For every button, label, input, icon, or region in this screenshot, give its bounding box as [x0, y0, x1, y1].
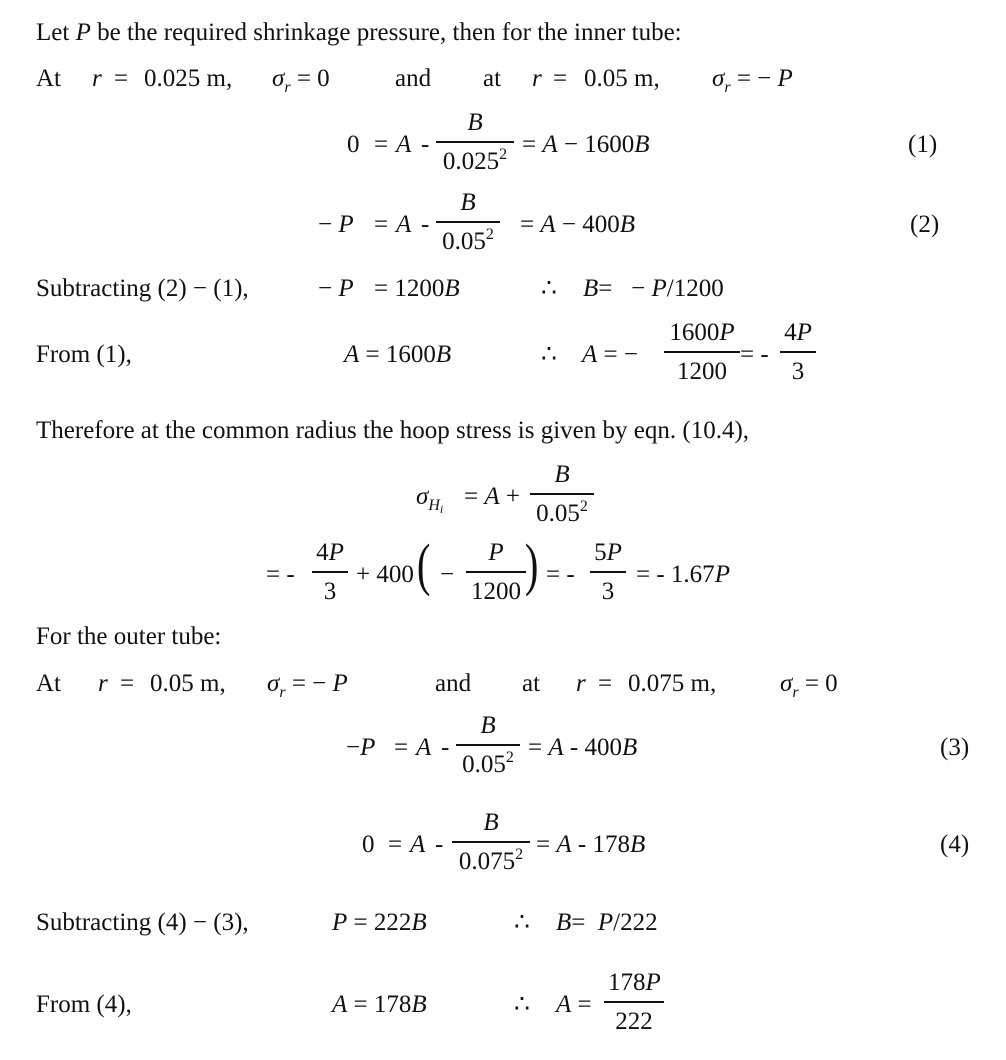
- intro-post: be the required shrinkage pressure, then for the inner tube:: [90, 19, 682, 46]
- eq-sign-2: =: [598, 670, 613, 697]
- from4-eq: A = 178B: [332, 991, 427, 1018]
- intro-pre: Let: [36, 19, 76, 46]
- hoop2-frac-3: 5P 3: [590, 540, 626, 604]
- eq4-rhs: = A - 178B: [536, 831, 646, 858]
- sub1-rhs: = 1200B: [374, 275, 460, 302]
- eq-sign-2: =: [553, 65, 568, 92]
- from1-fraction-2: 4P 3: [780, 320, 816, 384]
- sigma-r: $\sigma_r$ = − P: [267, 670, 348, 701]
- hoop-fraction: B 0.05$^2$: [530, 462, 594, 526]
- right-paren: ): [524, 532, 539, 597]
- sub2-label: Subtracting (4) − (3),: [36, 909, 249, 936]
- at-label: At: [36, 65, 61, 92]
- intro-text: [36, 20, 682, 45]
- hoop2-frac-2: P 1200: [466, 540, 526, 604]
- eq4-A: A: [410, 831, 426, 858]
- eq3-lhs: −P: [346, 734, 376, 761]
- eq4-label: (4): [940, 831, 970, 858]
- hoop-intro: Therefore at the common radius the hoop stress is given by eqn. (10.4),: [36, 417, 750, 444]
- and-label: and: [395, 65, 432, 92]
- sub1-result: B= − P/1200: [583, 275, 724, 302]
- eq1-fraction: B 0.025$^2$: [436, 110, 514, 174]
- and-label: and: [435, 670, 472, 697]
- intro-var: P: [75, 19, 91, 46]
- from1-fraction-1: 1600P 1200: [664, 320, 740, 384]
- at-label-2: at: [483, 65, 502, 92]
- from1-res-lhs: A = −: [582, 341, 638, 368]
- hoop2-result: = - 1.67P: [636, 561, 730, 588]
- eq2-label: (2): [910, 211, 940, 238]
- sub2-result: B= P/222: [556, 909, 658, 936]
- outer-intro: For the outer tube:: [36, 623, 222, 650]
- from1-label: From (1),: [36, 341, 132, 368]
- at-label-2: at: [522, 670, 541, 697]
- eq2-eq: =: [374, 211, 389, 238]
- r-value-2: 0.075 m,: [628, 670, 717, 697]
- therefore-symbol: ∴: [514, 991, 530, 1018]
- eq4-eq: =: [388, 831, 403, 858]
- r-var-2: r: [576, 670, 586, 697]
- sigma-r-2: $\sigma_r$ = − P: [712, 65, 793, 96]
- at-label: At: [36, 670, 61, 697]
- eq2-rhs: = A − 400B: [520, 211, 636, 238]
- from4-fraction: 178P 222: [604, 970, 664, 1034]
- sigma-hi: $\sigma_{H_i}$: [416, 483, 444, 516]
- eq-sign: =: [120, 670, 135, 697]
- sub1-lhs: − P: [318, 275, 354, 302]
- eq3-eq: =: [394, 734, 409, 761]
- r-value-2: 0.05 m,: [584, 65, 660, 92]
- hoop2-frac-1: 4P 3: [312, 540, 348, 604]
- sigma-r: $\sigma_r = 0$: [272, 65, 330, 96]
- eq3-minus: -: [441, 734, 450, 761]
- eq2-fraction: B 0.05$^2$: [436, 190, 500, 254]
- from1-eq: A = 1600B: [344, 341, 452, 368]
- therefore-symbol: ∴: [541, 341, 557, 368]
- r-value: 0.05 m,: [150, 670, 226, 697]
- sub2-eq: P = 222B: [332, 909, 427, 936]
- r-var: r: [92, 65, 102, 92]
- hoop2-eq2: = -: [546, 561, 575, 588]
- eq3-rhs: = A - 400B: [528, 734, 638, 761]
- left-paren: (: [416, 532, 431, 597]
- eq2-A: A: [396, 211, 412, 238]
- eq1-label: (1): [908, 131, 938, 158]
- eq3-label: (3): [940, 734, 970, 761]
- eq4-minus: -: [435, 831, 444, 858]
- eq2-minus: -: [421, 211, 430, 238]
- hoop2-plus: + 400: [356, 561, 414, 588]
- r-var-2: r: [532, 65, 542, 92]
- eq2-lhs: − P: [318, 211, 354, 238]
- r-var: r: [98, 670, 108, 697]
- from1-mid: = -: [740, 341, 769, 368]
- sub1-label: Subtracting (2) − (1),: [36, 275, 249, 302]
- eq3-A: A: [416, 734, 432, 761]
- hoop2-eq: = -: [266, 561, 295, 588]
- eq1-eq: =: [374, 131, 389, 158]
- eq1-A: A: [396, 131, 412, 158]
- hoop2-minus: −: [440, 561, 455, 588]
- eq-sign: =: [114, 65, 129, 92]
- r-value: 0.025 m,: [144, 65, 233, 92]
- eq1-lhs: 0: [347, 131, 360, 158]
- eq1-rhs: = A − 1600B: [522, 131, 650, 158]
- eq3-fraction: B 0.05$^2$: [456, 713, 520, 777]
- sigma-r-2: $\sigma_r = 0$: [780, 670, 838, 701]
- eq4-fraction: B 0.075$^2$: [452, 810, 530, 874]
- therefore-symbol: ∴: [541, 275, 557, 302]
- from4-label: From (4),: [36, 991, 132, 1018]
- therefore-symbol: ∴: [514, 909, 530, 936]
- hoop-rhs: = A +: [464, 483, 520, 510]
- eq4-lhs: 0: [362, 831, 375, 858]
- from4-res-lhs: A =: [556, 991, 592, 1018]
- eq1-minus: -: [421, 131, 430, 158]
